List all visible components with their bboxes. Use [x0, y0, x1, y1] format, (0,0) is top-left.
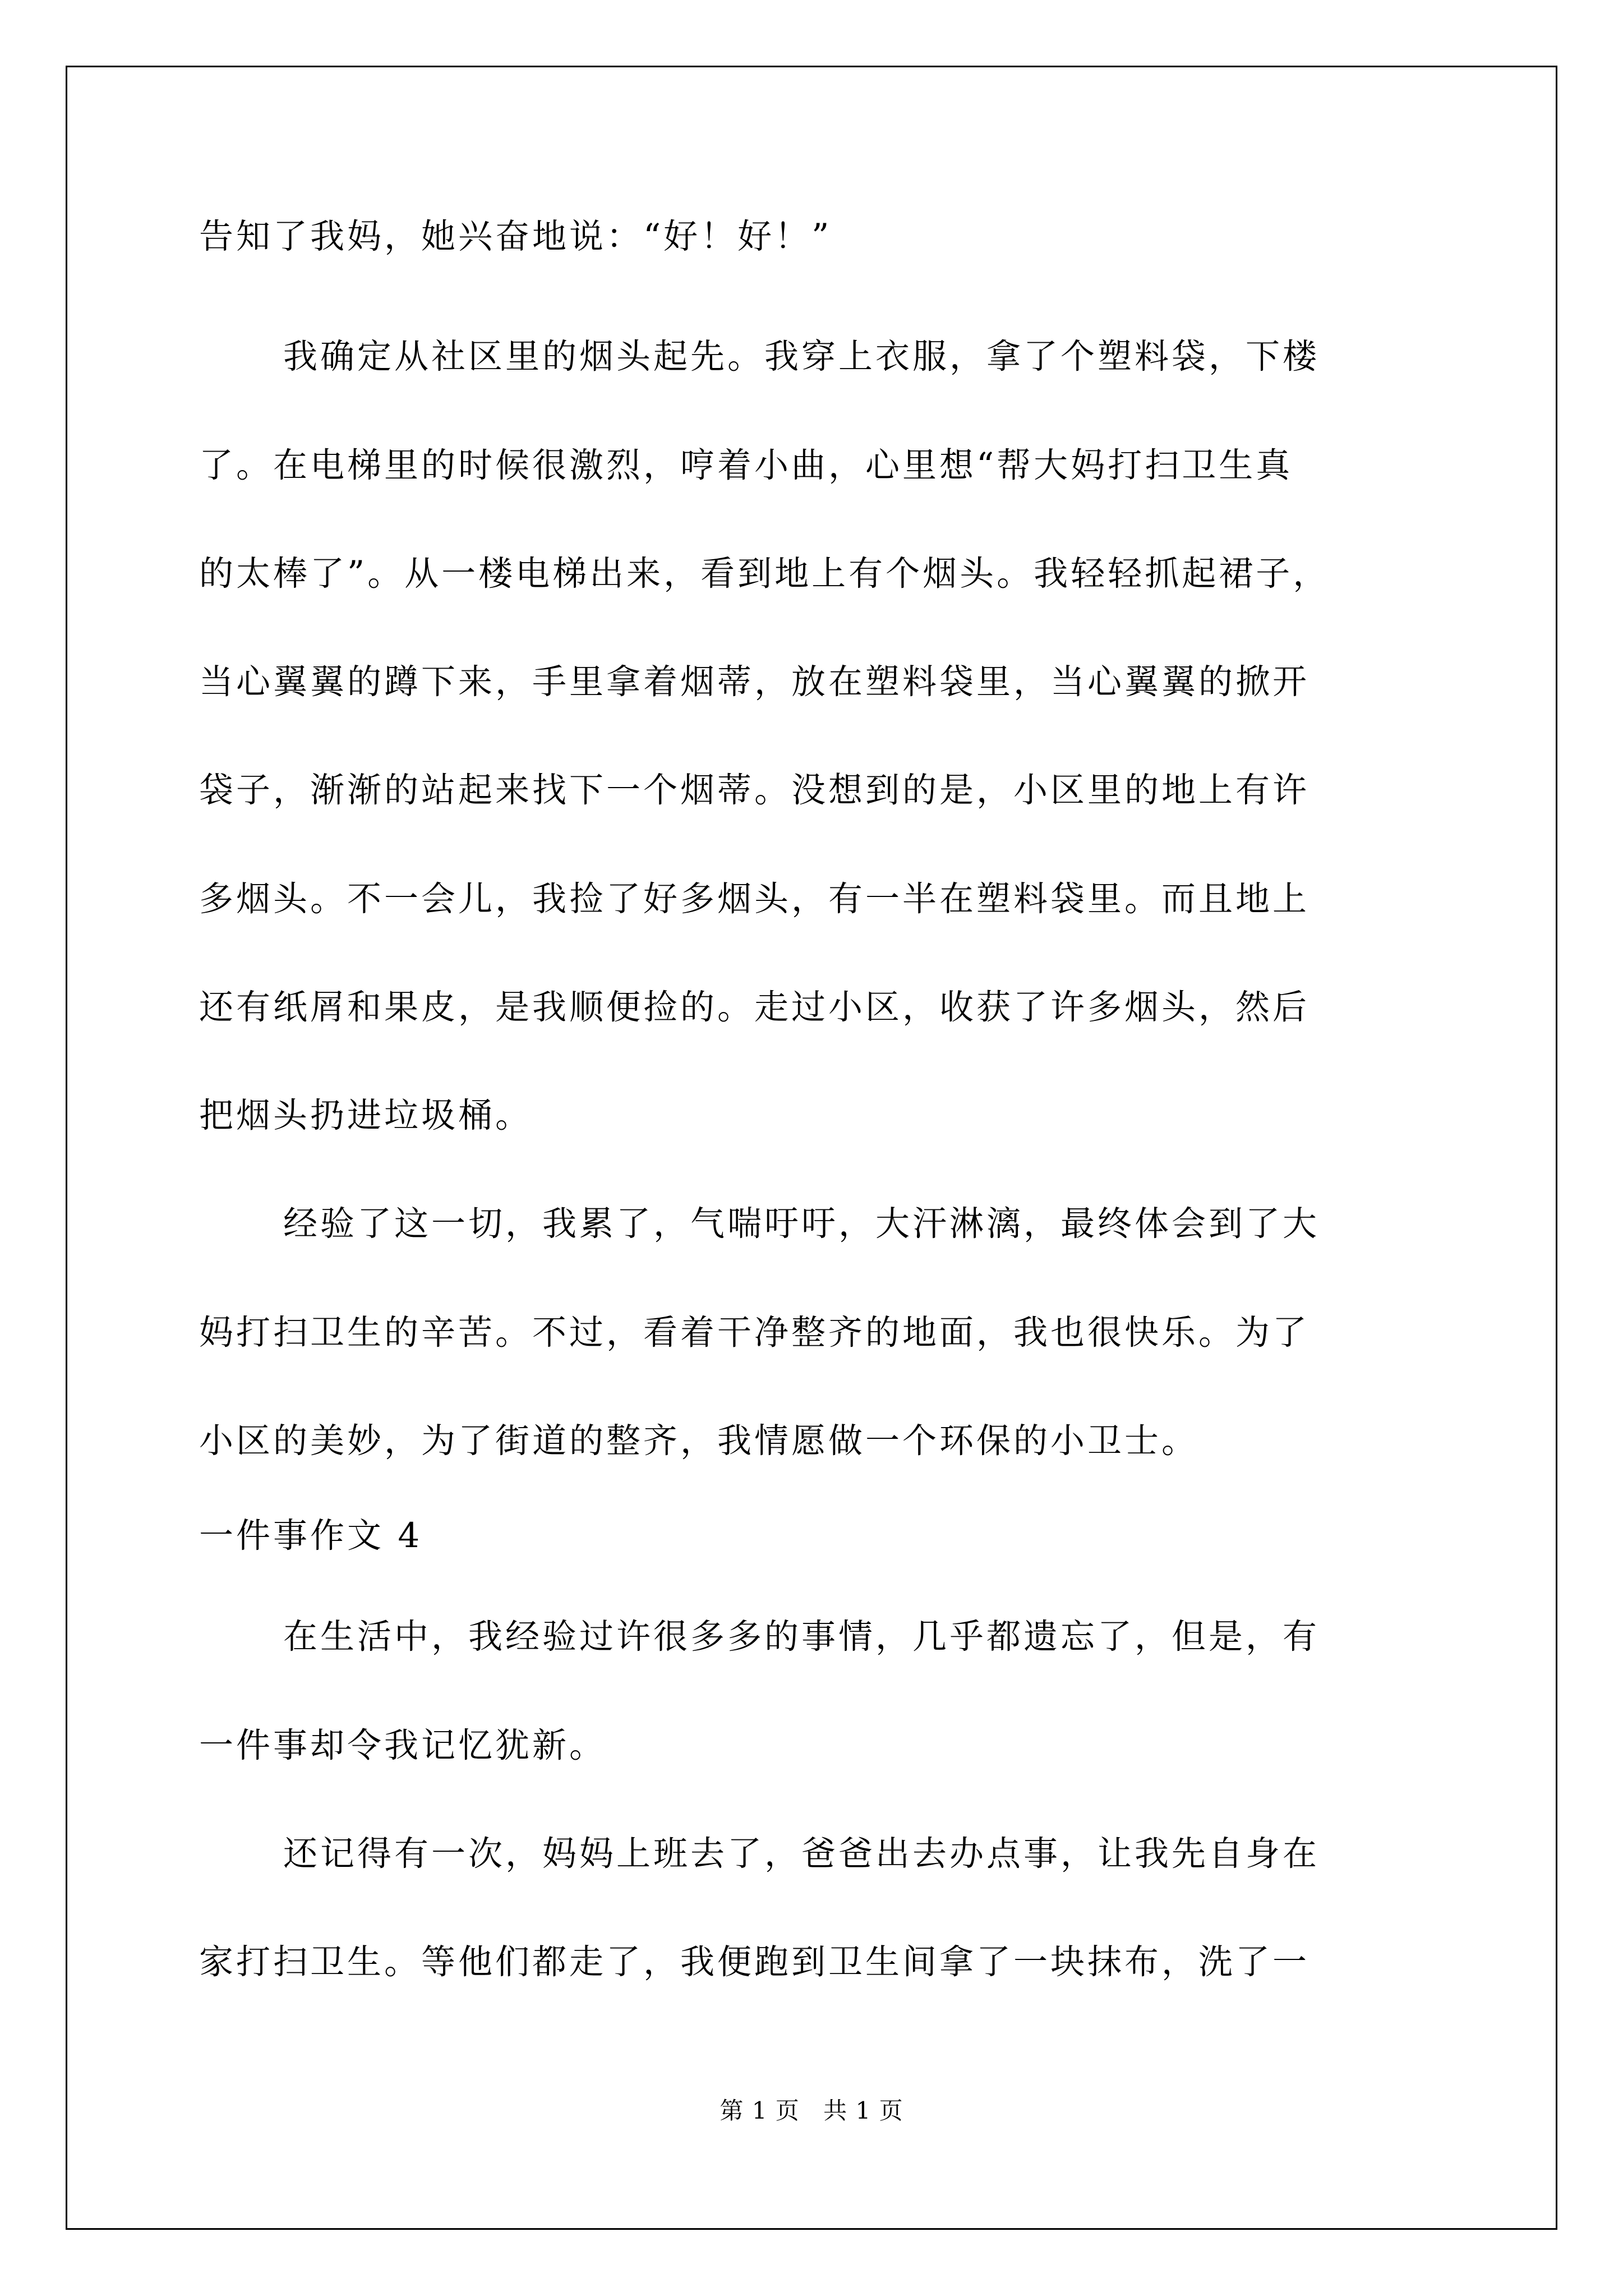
- text-line: 妈打扫卫生的辛苦。不过，看着干净整齐的地面，我也很快乐。为了: [199, 1313, 1310, 1352]
- text-line: 了。在电梯里的时候很激烈，哼着小曲，心里想“帮大妈打扫卫生真: [199, 445, 1293, 485]
- page-total: 共 1 页: [823, 2097, 903, 2124]
- paragraph-start-line: 我确定从社区里的烟头起先。我穿上衣服，拿了个塑料袋，下楼: [283, 337, 1320, 376]
- text-line: 把烟头扔进垃圾桶。: [199, 1096, 533, 1135]
- text-line: 袋子，渐渐的站起来找下一个烟蒂。没想到的是，小区里的地上有许: [199, 770, 1310, 810]
- paragraph-start-line: 经验了这一切，我累了，气喘吁吁，大汗淋漓，最终体会到了大: [283, 1204, 1320, 1244]
- text-line: 告知了我妈，她兴奋地说：“好！好！”: [199, 217, 832, 256]
- text-line: 一件事却令我记忆犹新。: [199, 1726, 607, 1765]
- text-line: 多烟头。不一会儿，我捡了好多烟头，有一半在塑料袋里。而且地上: [199, 879, 1310, 919]
- text-line: 还有纸屑和果皮，是我顺便捡的。走过小区，收获了许多烟头，然后: [199, 987, 1310, 1027]
- section-heading: 一件事作文 4: [199, 1516, 423, 1556]
- text-line: 小区的美妙，为了街道的整齐，我情愿做一个环保的小卫士。: [199, 1421, 1199, 1461]
- page-footer: [0, 2096, 1623, 2126]
- text-line: 当心翼翼的蹲下来，手里拿着烟蒂，放在塑料袋里，当心翼翼的掀开: [199, 662, 1310, 702]
- text-line: 家打扫卫生。等他们都走了，我便跑到卫生间拿了一块抹布，洗了一: [199, 1942, 1310, 1982]
- page-border: [66, 66, 1557, 2230]
- paragraph-start-line: 在生活中，我经验过许很多多的事情，几乎都遗忘了，但是，有: [283, 1617, 1320, 1657]
- text-line: 的太棒了”。从一楼电梯出来，看到地上有个烟头。我轻轻抓起裙子，: [199, 554, 1330, 593]
- page-number: 第 1 页: [720, 2097, 800, 2124]
- paragraph-start-line: 还记得有一次，妈妈上班去了，爸爸出去办点事，让我先自身在: [283, 1834, 1320, 1874]
